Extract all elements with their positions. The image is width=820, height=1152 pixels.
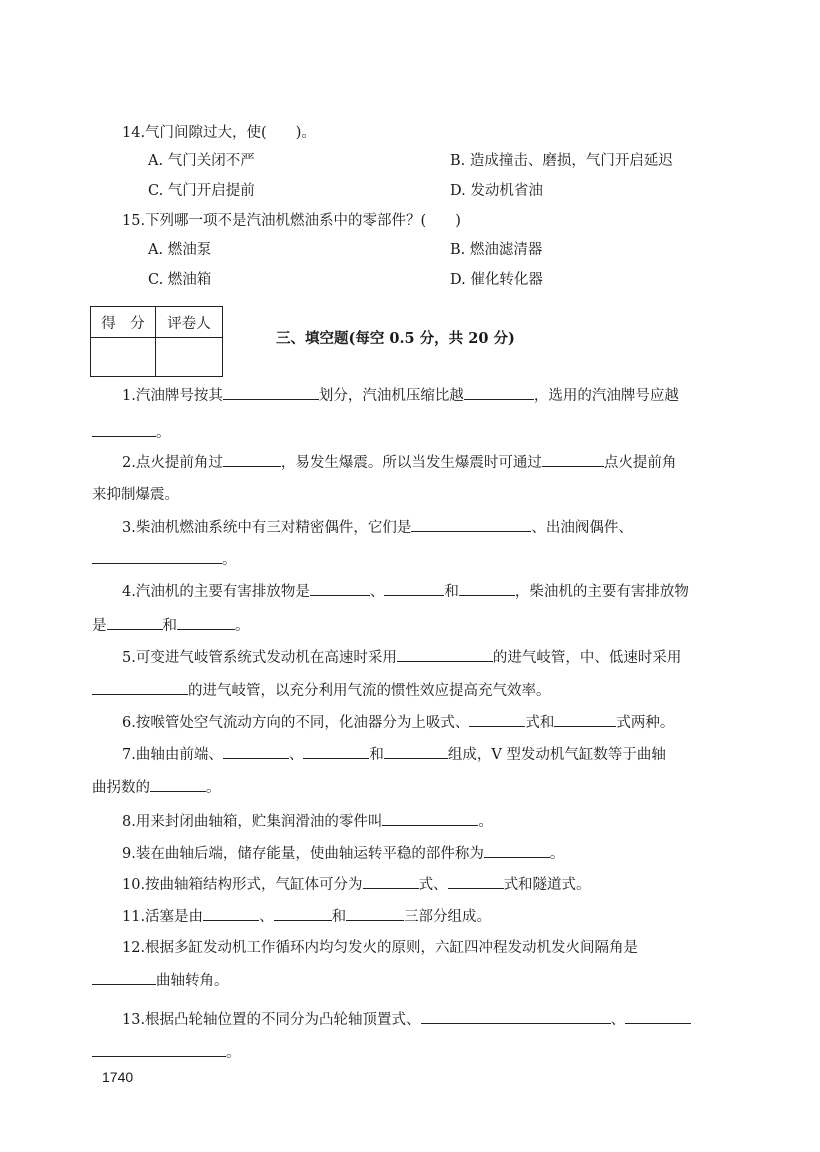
fill-8-blank-1[interactable] (382, 811, 478, 826)
question-14-stem: 14.气门间隙过大，使( )。 (122, 125, 316, 141)
fill-4-blank-3[interactable] (459, 581, 515, 596)
fill-1-blank-1[interactable] (223, 385, 319, 400)
score-table (90, 306, 223, 377)
fill-4-blank-5[interactable] (177, 615, 235, 630)
fill-3-blank-2[interactable] (92, 549, 222, 564)
fill-1-text-1: 1.汽油牌号按其 (122, 388, 223, 404)
fill-9-text-1: 9.装在曲轴后端，储存能量，使曲轴运转平稳的部件称为 (122, 846, 484, 862)
fill-4-text-4: ，柴油机的主要有害排放物 (514, 584, 689, 600)
fill-2-blank-2[interactable] (542, 452, 604, 467)
fill-question-2 (122, 452, 676, 473)
fill-4-blank-2[interactable] (384, 581, 444, 596)
fill-question-1 (122, 385, 679, 406)
fill-question-11 (122, 906, 491, 927)
fill-6-blank-1[interactable] (469, 712, 525, 727)
question-14-option-b: B. 造成撞击、磨损，气门开启延迟 (450, 153, 673, 169)
fill-6-text-1: 6.按喉管处空气流动方向的不同，化油器分为上吸式、 (122, 715, 470, 731)
fill-3-blank-1[interactable] (411, 517, 531, 532)
fill-5-text-2: 的进气岐管，中、低速时采用 (492, 650, 682, 666)
fill-5-blank-2[interactable] (92, 680, 188, 695)
fill-11-text-3: 和 (331, 909, 347, 925)
question-15-option-a: A. 燃油泵 (148, 242, 212, 258)
section-title: 三、填空题(每空 0.5 分，共 20 分) (276, 330, 515, 347)
fill-4-text-2: 、 (369, 584, 385, 600)
fill-10-text-3: 式和隧道式。 (503, 877, 591, 893)
fill-5-text-1: 5.可变进气岐管系统式发动机在高速时采用 (122, 650, 397, 666)
fill-question-5 (122, 647, 681, 668)
fill-5-text-3: 的进气岐管，以充分利用气流的惯性效应提高充气效率。 (188, 683, 551, 699)
fill-11-text-4: 三部分组成。 (404, 909, 492, 925)
fill-1-text-2: 划分，汽油机压缩比越 (318, 388, 464, 404)
grader-cell[interactable] (156, 338, 223, 377)
fill-6-text-3: 式两种。 (616, 715, 675, 731)
fill-3-text-2: 、出油阀偶件、 (531, 520, 633, 536)
fill-question-3-cont (92, 549, 237, 570)
question-15-option-c: C. 燃油箱 (148, 272, 212, 288)
fill-4-text-1: 4.汽油机的主要有害排放物是 (122, 584, 310, 600)
question-14-option-a: A. 气门关闭不严 (148, 153, 255, 169)
fill-13-text-3: 。 (226, 1045, 241, 1061)
fill-4-blank-4[interactable] (107, 615, 163, 630)
fill-question-3 (122, 517, 633, 538)
fill-7-blank-2[interactable] (303, 744, 369, 759)
fill-question-1-cont (92, 422, 171, 443)
fill-12-text-2: 曲轴转角。 (156, 973, 229, 989)
fill-10-blank-2[interactable] (448, 874, 504, 889)
fill-question-13-cont (92, 1042, 241, 1063)
fill-2-text-1: 2.点火提前角过 (122, 455, 223, 471)
fill-question-4 (122, 581, 689, 602)
fill-1-text-3: ，选用的汽油牌号应越 (533, 388, 679, 404)
fill-4-text-7: 。 (235, 618, 250, 634)
fill-4-text-6: 和 (162, 618, 177, 634)
fill-13-blank-2[interactable] (625, 1009, 691, 1024)
fill-11-blank-1[interactable] (203, 906, 259, 921)
fill-11-blank-3[interactable] (346, 906, 404, 921)
fill-13-blank-1[interactable] (421, 1009, 611, 1024)
fill-1-blank-3[interactable] (92, 422, 156, 437)
fill-3-text-1: 3.柴油机燃油系统中有三对精密偶件，它们是 (122, 520, 412, 536)
page-code: 1740 (102, 1069, 134, 1085)
fill-8-text-1: 8.用来封闭曲轴箱，贮集润滑油的零件叫 (122, 814, 383, 830)
fill-question-13 (122, 1009, 691, 1030)
fill-question-7 (122, 744, 666, 765)
question-15-option-d: D. 催化转化器 (450, 272, 543, 288)
fill-6-blank-2[interactable] (554, 712, 616, 727)
fill-question-2-cont: 来抑制爆震。 (92, 487, 179, 503)
fill-question-8 (122, 811, 493, 832)
fill-2-blank-1[interactable] (223, 452, 281, 467)
fill-6-text-2: 式和 (525, 715, 555, 731)
fill-question-10 (122, 874, 591, 895)
fill-10-text-2: 式、 (418, 877, 448, 893)
fill-7-blank-4[interactable] (150, 777, 206, 792)
fill-7-text-6: 。 (206, 780, 221, 796)
fill-question-4-cont (92, 615, 250, 636)
fill-11-text-2: 、 (259, 909, 274, 925)
fill-question-12: 12.根据多缸发动机工作循环内均匀发火的原则，六缸四冲程发动机发火间隔角是 (122, 940, 639, 956)
fill-4-blank-1[interactable] (310, 581, 370, 596)
question-14-option-d: D. 发动机省油 (450, 183, 543, 199)
fill-7-blank-3[interactable] (384, 744, 448, 759)
fill-7-text-2: 、 (288, 747, 304, 763)
fill-11-blank-2[interactable] (274, 906, 332, 921)
fill-12-blank-1[interactable] (92, 970, 156, 985)
score-header: 得 分 (91, 307, 156, 338)
fill-10-blank-1[interactable] (363, 874, 419, 889)
fill-5-blank-1[interactable] (397, 647, 493, 662)
fill-7-text-1: 7.曲轴由前端、 (122, 747, 223, 763)
grader-header: 评卷人 (156, 307, 223, 338)
question-15-option-b: B. 燃油滤清器 (450, 242, 543, 258)
fill-2-text-3: 点火提前角 (603, 455, 677, 471)
fill-7-blank-1[interactable] (223, 744, 289, 759)
fill-question-12-cont (92, 970, 229, 991)
question-14-option-c: C. 气门开启提前 (148, 183, 255, 199)
fill-3-text-3: 。 (222, 552, 237, 568)
score-cell[interactable] (91, 338, 156, 377)
fill-13-text-2: 、 (610, 1012, 626, 1028)
fill-13-text-1: 13.根据凸轮轴位置的不同分为凸轮轴顶置式、 (122, 1012, 421, 1028)
fill-8-text-2: 。 (478, 814, 493, 830)
fill-9-blank-1[interactable] (484, 843, 550, 858)
fill-7-text-4: 组成，V 型发动机气缸数等于曲轴 (447, 747, 666, 763)
fill-10-text-1: 10.按曲轴箱结构形式，气缸体可分为 (122, 877, 363, 893)
fill-1-text-4: 。 (156, 425, 171, 441)
fill-question-5-cont (92, 680, 551, 701)
fill-question-9 (122, 843, 564, 864)
fill-7-text-3: 和 (369, 747, 384, 763)
fill-question-7-cont (92, 777, 221, 798)
fill-11-text-1: 11.活塞是由 (122, 909, 204, 925)
fill-4-text-3: 和 (444, 584, 459, 600)
fill-13-blank-3[interactable] (92, 1042, 226, 1057)
fill-question-6 (122, 712, 674, 733)
fill-1-blank-2[interactable] (464, 385, 534, 400)
fill-9-text-2: 。 (549, 846, 565, 862)
fill-2-text-2: ，易发生爆震。所以当发生爆震时可通过 (280, 455, 542, 471)
fill-4-text-5: 是 (92, 618, 107, 634)
fill-7-text-5: 曲拐数的 (92, 780, 150, 796)
question-15-stem: 15.下列哪一项不是汽油机燃油系中的零部件？( ) (122, 213, 461, 229)
